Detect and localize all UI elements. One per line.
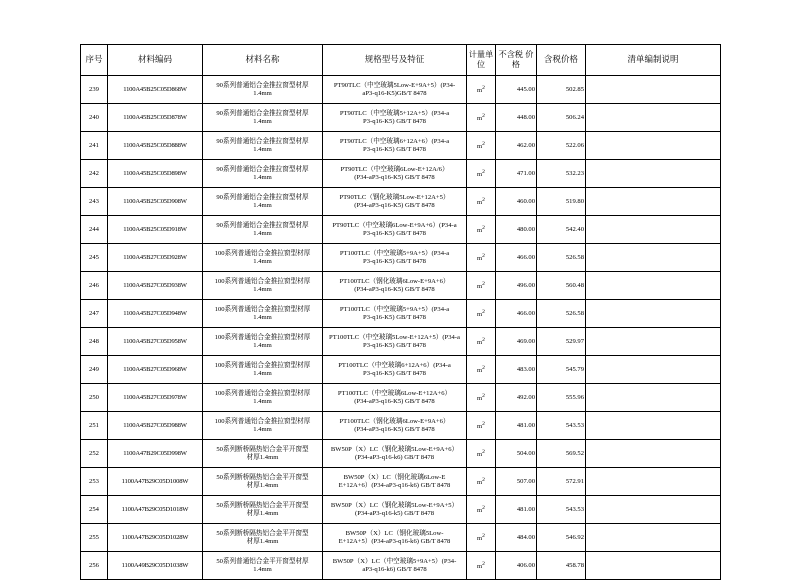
cell-name: 90系列普通铝合金推拉窗型材厚 1.4mm [203, 76, 323, 104]
cell-note [586, 496, 721, 524]
cell-code: 1100A45B25C05D898W [108, 160, 203, 188]
cell-seq: 244 [81, 216, 108, 244]
cell-price-incl-tax: 506.24 [537, 104, 586, 132]
table-row [81, 328, 721, 356]
cell-spec: PT100TLC（钢化玻璃6Low-E+9A+6） (P34-aP3-q16-K5) GB/T 8478 [323, 272, 467, 300]
cell-code: 1100A45B27C05D948W [108, 300, 203, 328]
cell-seq: 253 [81, 468, 108, 496]
header-unit-line1: 计量单 [468, 50, 494, 60]
cell-seq: 256 [81, 552, 108, 580]
cell-spec: BW50P（X）LC（钢化玻璃5Low- E+12A+5）(P34-aP3-q16-k6) GB/T 8478 [323, 524, 467, 552]
cell-code: 1100A45B27C05D978W [108, 384, 203, 412]
cell-price-excl-tax: 492.00 [496, 384, 537, 412]
cell-spec: PT100TLC（中空玻璃5Low-E+12A+5）(P34-a P3-q16-K5) GB/T 8478 [323, 328, 467, 356]
table-row [81, 244, 721, 272]
cell-spec: BW50P（X）LC（钢化玻璃5Low-E+9A+6） (P34-aP3-q16-k6) GB/T 8478 [323, 440, 467, 468]
cell-name: 50系列断桥隔热铝合金平开窗型 材厚1.4mm [203, 524, 323, 552]
table-row [81, 440, 721, 468]
table-row [81, 524, 721, 552]
cell-code: 1100A45B25C05D888W [108, 132, 203, 160]
cell-name: 90系列普通铝合金推拉窗型材厚 1.4mm [203, 188, 323, 216]
cell-unit: $m^2$ [467, 440, 496, 468]
cell-code: 1100A45B27C05D958W [108, 328, 203, 356]
cell-note [586, 104, 721, 132]
cell-unit: $m^2$ [467, 552, 496, 580]
cell-spec: PT100TLC（中空玻璃5+9A+5）(P34-a P3-q16-K5) GB/T 8478 [323, 244, 467, 272]
table-row [81, 412, 721, 440]
cell-price-incl-tax: 526.58 [537, 244, 586, 272]
cell-code: 1100A45B27C05D928W [108, 244, 203, 272]
cell-name: 90系列普通铝合金推拉窗型材厚 1.4mm [203, 216, 323, 244]
cell-price-incl-tax: 532.23 [537, 160, 586, 188]
cell-name: 100系列普通铝合金推拉窗型材厚 1.4mm [203, 300, 323, 328]
table-header-row [81, 45, 721, 76]
cell-unit: $m^2$ [467, 328, 496, 356]
cell-code: 1100A45B25C05D878W [108, 104, 203, 132]
cell-seq: 249 [81, 356, 108, 384]
header-code: 材料编码 [108, 45, 203, 76]
cell-name: 50系列普通铝合金平开窗型材厚 1.4mm [203, 552, 323, 580]
cell-note [586, 356, 721, 384]
cell-code: 1100A45B27C05D968W [108, 356, 203, 384]
cell-seq: 254 [81, 496, 108, 524]
cell-unit: $m^2$ [467, 496, 496, 524]
header-seq: 序号 [81, 45, 108, 76]
cell-price-excl-tax: 496.00 [496, 272, 537, 300]
cell-name: 90系列普通铝合金推拉窗型材厚 1.4mm [203, 104, 323, 132]
cell-spec: PT90TLC（钢化玻璃5Low-E+12A+5） (P34-aP3-q16-K5) GB/T 8478 [323, 188, 467, 216]
cell-note [586, 272, 721, 300]
header-name: 材料名称 [203, 45, 323, 76]
cell-name: 50系列断桥隔热铝合金平开窗型 材厚1.4mm [203, 440, 323, 468]
cell-seq: 247 [81, 300, 108, 328]
cell-seq: 242 [81, 160, 108, 188]
cell-spec: PT90TLC（中空玻璃6+12A+6）(P34-a P3-q16-K5) GB/T 8478 [323, 132, 467, 160]
cell-name: 50系列断桥隔热铝合金平开窗型 材厚1.4mm [203, 496, 323, 524]
cell-spec: PT100TLC（中空玻璃6Low-E+12A+6） (P34-aP3-q16-K5) GB/T 8478 [323, 384, 467, 412]
cell-seq: 239 [81, 76, 108, 104]
header-price-excl-tax [496, 45, 537, 76]
cell-unit: $m^2$ [467, 76, 496, 104]
cell-seq: 250 [81, 384, 108, 412]
cell-spec: PT90TLC（中空玻璃5Low-E+9A+5）(P34- aP3-q16-K5)GB/T 8478 [323, 76, 467, 104]
cell-spec: PT90TLC（中空玻璃5+12A+5）(P34-a P3-q16-K5) GB/T 8478 [323, 104, 467, 132]
cell-price-excl-tax: 406.00 [496, 552, 537, 580]
cell-price-excl-tax: 448.00 [496, 104, 537, 132]
header-price-incl-tax: 含税价格 [537, 45, 586, 76]
header-notax-line2: 价 格 [511, 50, 534, 69]
cell-name: 100系列普通铝合金推拉窗型材厚 1.4mm [203, 244, 323, 272]
cell-unit: $m^2$ [467, 384, 496, 412]
cell-name: 100系列普通铝合金推拉窗型材厚 1.4mm [203, 272, 323, 300]
cell-price-excl-tax: 462.00 [496, 132, 537, 160]
cell-seq: 251 [81, 412, 108, 440]
cell-unit: $m^2$ [467, 300, 496, 328]
cell-name: 100系列普通铝合金推拉窗型材厚 1.4mm [203, 412, 323, 440]
table-row [81, 188, 721, 216]
cell-code: 1100A47B29C05D1028W [108, 524, 203, 552]
table-row [81, 496, 721, 524]
cell-spec: PT100TLC（中空玻璃5+9A+5）(P34-a P3-q16-K5) GB/T 8478 [323, 300, 467, 328]
table-row [81, 272, 721, 300]
table-row [81, 104, 721, 132]
table-row [81, 300, 721, 328]
cell-price-incl-tax: 543.53 [537, 496, 586, 524]
cell-code: 1100A47B29C05D1018W [108, 496, 203, 524]
cell-price-incl-tax: 529.97 [537, 328, 586, 356]
cell-price-excl-tax: 445.00 [496, 76, 537, 104]
cell-code: 1100A47B29C05D998W [108, 440, 203, 468]
cell-price-incl-tax: 569.52 [537, 440, 586, 468]
cell-spec: BW50P（X）LC（中空玻璃5+9A+5）(P34- aP3-q16-k6) GB/T 8478 [323, 552, 467, 580]
cell-unit: $m^2$ [467, 244, 496, 272]
cell-seq: 241 [81, 132, 108, 160]
cell-price-incl-tax: 526.58 [537, 300, 586, 328]
header-notax-line1: 不含税 [498, 50, 524, 60]
cell-code: 1100A45B25C05D868W [108, 76, 203, 104]
header-unit [467, 45, 496, 76]
table-row [81, 384, 721, 412]
cell-price-incl-tax: 543.53 [537, 412, 586, 440]
cell-note [586, 440, 721, 468]
cell-price-excl-tax: 481.00 [496, 496, 537, 524]
cell-seq: 243 [81, 188, 108, 216]
cell-price-incl-tax: 502.85 [537, 76, 586, 104]
cell-seq: 255 [81, 524, 108, 552]
cell-name: 100系列普通铝合金推拉窗型材厚 1.4mm [203, 384, 323, 412]
cell-note [586, 132, 721, 160]
cell-code: 1100A45B25C05D918W [108, 216, 203, 244]
cell-note [586, 300, 721, 328]
cell-price-excl-tax: 483.00 [496, 356, 537, 384]
cell-code: 1100A47B29C05D1008W [108, 468, 203, 496]
cell-name: 90系列普通铝合金推拉窗型材厚 1.4mm [203, 160, 323, 188]
cell-note [586, 244, 721, 272]
cell-unit: $m^2$ [467, 412, 496, 440]
table-row [81, 216, 721, 244]
cell-note [586, 468, 721, 496]
cell-note [586, 76, 721, 104]
cell-seq: 245 [81, 244, 108, 272]
cell-unit: $m^2$ [467, 356, 496, 384]
cell-code: 1100A49B29C05D1038W [108, 552, 203, 580]
header-spec: 规格型号及特征 [323, 45, 467, 76]
cell-price-incl-tax: 519.80 [537, 188, 586, 216]
cell-spec: BW50P（X）LC（钢化玻璃6Low-E E+12A+6）(P34-aP3-q16-k6) GB/T 8478 [323, 468, 467, 496]
cell-spec: PT90TLC（中空玻璃6Low-E+12A/6） (P34-aP3-q16-K5) GB/T 8478 [323, 160, 467, 188]
cell-price-excl-tax: 480.00 [496, 216, 537, 244]
cell-price-incl-tax: 545.79 [537, 356, 586, 384]
cell-price-excl-tax: 484.00 [496, 524, 537, 552]
cell-price-incl-tax: 572.91 [537, 468, 586, 496]
cell-name: 90系列普通铝合金推拉窗型材厚 1.4mm [203, 132, 323, 160]
cell-note [586, 384, 721, 412]
cell-note [586, 188, 721, 216]
cell-price-excl-tax: 460.00 [496, 188, 537, 216]
cell-price-incl-tax: 546.92 [537, 524, 586, 552]
cell-price-excl-tax: 466.00 [496, 244, 537, 272]
cell-price-excl-tax: 471.00 [496, 160, 537, 188]
cell-name: 100系列普通铝合金推拉窗型材厚 1.4mm [203, 328, 323, 356]
header-unit-line2: 位 [476, 60, 486, 69]
cell-unit: $m^2$ [467, 188, 496, 216]
cell-note [586, 524, 721, 552]
header-note: 清单编制说明 [586, 45, 721, 76]
material-price-table [80, 44, 721, 580]
cell-price-excl-tax: 504.00 [496, 440, 537, 468]
cell-note [586, 328, 721, 356]
cell-unit: $m^2$ [467, 104, 496, 132]
cell-spec: BW50P（X）LC（钢化玻璃5Low-E+9A+5） (P34-aP3-q16-k5) GB/T 8478 [323, 496, 467, 524]
cell-price-incl-tax: 458.78 [537, 552, 586, 580]
cell-note [586, 160, 721, 188]
cell-price-incl-tax: 542.40 [537, 216, 586, 244]
cell-code: 1100A45B27C05D988W [108, 412, 203, 440]
cell-seq: 248 [81, 328, 108, 356]
cell-seq: 252 [81, 440, 108, 468]
cell-unit: $m^2$ [467, 468, 496, 496]
cell-spec: PT90TLC（中空玻璃6Low-E+9A+6）(P34-a P3-q16-K5) GB/T 8478 [323, 216, 467, 244]
table-body [81, 76, 721, 580]
table-row [81, 160, 721, 188]
table-row [81, 76, 721, 104]
cell-price-excl-tax: 466.00 [496, 300, 537, 328]
cell-price-incl-tax: 560.48 [537, 272, 586, 300]
cell-price-excl-tax: 481.00 [496, 412, 537, 440]
cell-unit: $m^2$ [467, 216, 496, 244]
cell-name: 50系列断桥隔热铝合金平开窗型 材厚1.4mm [203, 468, 323, 496]
cell-name: 100系列普通铝合金推拉窗型材厚 1.4mm [203, 356, 323, 384]
cell-seq: 246 [81, 272, 108, 300]
cell-seq: 240 [81, 104, 108, 132]
cell-code: 1100A45B27C05D938W [108, 272, 203, 300]
cell-spec: PT100TLC（中空玻璃6+12A+6）(P34-a P3-q16-K5) GB/T 8478 [323, 356, 467, 384]
cell-price-incl-tax: 555.96 [537, 384, 586, 412]
cell-spec: PT100TLC（钢化玻璃6Low-E+9A+6） (P34-aP3-q16-K5) GB/T 8478 [323, 412, 467, 440]
table-row [81, 468, 721, 496]
cell-code: 1100A45B25C05D908W [108, 188, 203, 216]
cell-unit: $m^2$ [467, 160, 496, 188]
cell-unit: $m^2$ [467, 524, 496, 552]
cell-note [586, 412, 721, 440]
table-row [81, 356, 721, 384]
cell-price-excl-tax: 469.00 [496, 328, 537, 356]
cell-unit: $m^2$ [467, 132, 496, 160]
cell-note [586, 216, 721, 244]
table-row [81, 132, 721, 160]
cell-price-incl-tax: 522.06 [537, 132, 586, 160]
cell-price-excl-tax: 507.00 [496, 468, 537, 496]
cell-unit: $m^2$ [467, 272, 496, 300]
